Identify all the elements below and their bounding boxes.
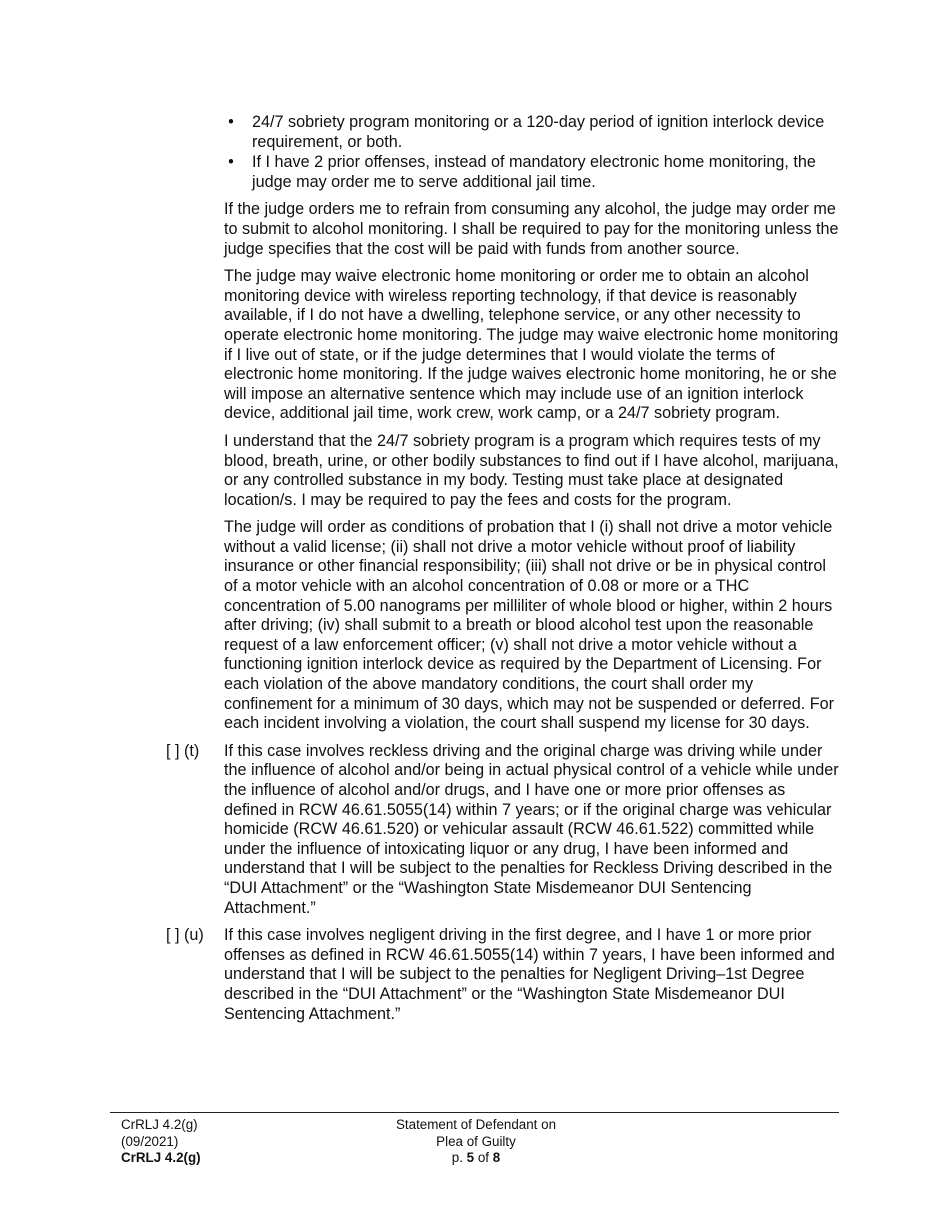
footer-rule-info	[121, 1117, 321, 1167]
clause-t	[166, 741, 840, 918]
footer-rule-code-bold: CrRLJ 4.2(g)	[121, 1150, 201, 1166]
bullet-item	[224, 153, 840, 192]
page-of: of	[477, 1150, 490, 1166]
footer-title	[326, 1117, 626, 1167]
paragraph-alcohol-monitoring: If the judge orders me to refrain from consuming any alcohol, the judge may order me to submit to alcohol monitoring. I shall be required to pay for the monitoring unless the judge specifies that the cost will be paid with funds from another source.	[224, 200, 839, 258]
bullet-text: If I have 2 prior offenses, instead of mandatory electronic home monitoring, the judge may order me to serve additional jail time.	[252, 153, 816, 191]
page-current: 5	[466, 1150, 475, 1166]
clause-u	[166, 926, 840, 1024]
footer-title-line2: Plea of Guilty	[436, 1133, 516, 1149]
page-total: 8	[492, 1150, 501, 1166]
bullet-list	[224, 113, 840, 192]
bullet-item	[224, 113, 840, 152]
page-prefix: p.	[451, 1150, 463, 1166]
bullet-icon: •	[228, 153, 234, 172]
paragraph-sobriety-program: I understand that the 24/7 sobriety program is a program which requires tests of my blood, breath, urine, or other bodily substances to find out if I have alcohol, marijuana, or any controlled substance in my body. Testing must take place at designated location/s. I may be required to pay the fees and costs for the program.	[224, 431, 839, 509]
clause-t-checkbox[interactable]: [ ] (t)	[166, 741, 200, 760]
footer-page-number	[326, 1150, 626, 1167]
footer-divider	[110, 1112, 839, 1113]
footer-title-line1: Statement of Defendant on	[395, 1117, 557, 1132]
bullet-icon: •	[228, 113, 234, 131]
paragraph-probation-conditions: The judge will order as conditions of probation that I (i) shall not drive a motor vehicle without a valid license; (ii) shall not drive a motor vehicle without proof of liability insurance or other financial responsibility; (iii) shall not drive or be in physical control of a motor vehicle with an alcohol concentration of 0.08 or more or a THC concentration of 5.00 nanograms per milliliter of whole blood or higher, within 2 hours after driving; (iv) shall submit to a breath or blood alcohol test upon the reasonable request of a law enforcement officer; (v) shall not drive a motor vehicle without a functioning ignition interlock device as required by the Department of Licensing. For each violation of the above mandatory conditions, the court shall order my confinement for a minimum of 30 days, which may not be suspended or deferred. For each incident involving a violation, the court shall suspend my license for 30 days.	[224, 518, 835, 733]
bullet-text: 24/7 sobriety program monitoring or a 120-day period of ignition interlock device requirement, or both.	[252, 113, 825, 151]
clause-u-checkbox[interactable]: [ ] (u)	[166, 926, 204, 945]
page-body	[166, 113, 840, 1032]
clause-t-text: If this case involves reckless driving and the original charge was driving while under the influence of alcohol and/or being in actual physical control of a vehicle while under the influence of alcohol and/or drugs, and I have one or more prior offenses as defined in RCW 46.61.5055(14) within 7 years; or if the original charge was vehicular homicide (RCW 46.61.520) or vehicular assault (RCW 46.61.522) committed while under the influence of intoxicating liquor or any drug, I have been informed and understand that I will be subject to the penalties for Reckless Driving described in the “DUI Attachment” or the “Washington State Misdemeanor DUI Sentencing Attachment.”	[224, 741, 839, 917]
footer-rule-code: CrRLJ 4.2(g)	[121, 1117, 198, 1132]
clause-u-text: If this case involves negligent driving in the first degree, and I have 1 or more prior offenses as defined in RCW 46.61.5055(14) within 7 years, I have been informed and understand that I will be subject to the penalties for Negligent Driving–1st Degree described in the “DUI Attachment” or the “Washington State Misdemeanor DUI Sentencing Attachment.”	[224, 926, 835, 1023]
footer-date: (09/2021)	[121, 1133, 179, 1149]
paragraph-waive-monitoring: The judge may waive electronic home monitoring or order me to obtain an alcohol monitoring device with wireless reporting technology, if that device is reasonably available, if I do not have a dwelling, telephone service, or any other necessity to operate electronic home monitoring. The judge may waive electronic home monitoring if I live out of state, or if the judge determines that I would violate the terms of electronic home monitoring. If the judge waives electronic home monitoring, he or she will impose an alternative sentence which may include use of an ignition interlock device, additional jail time, work crew, work camp, or a 24/7 sobriety program.	[224, 267, 839, 423]
